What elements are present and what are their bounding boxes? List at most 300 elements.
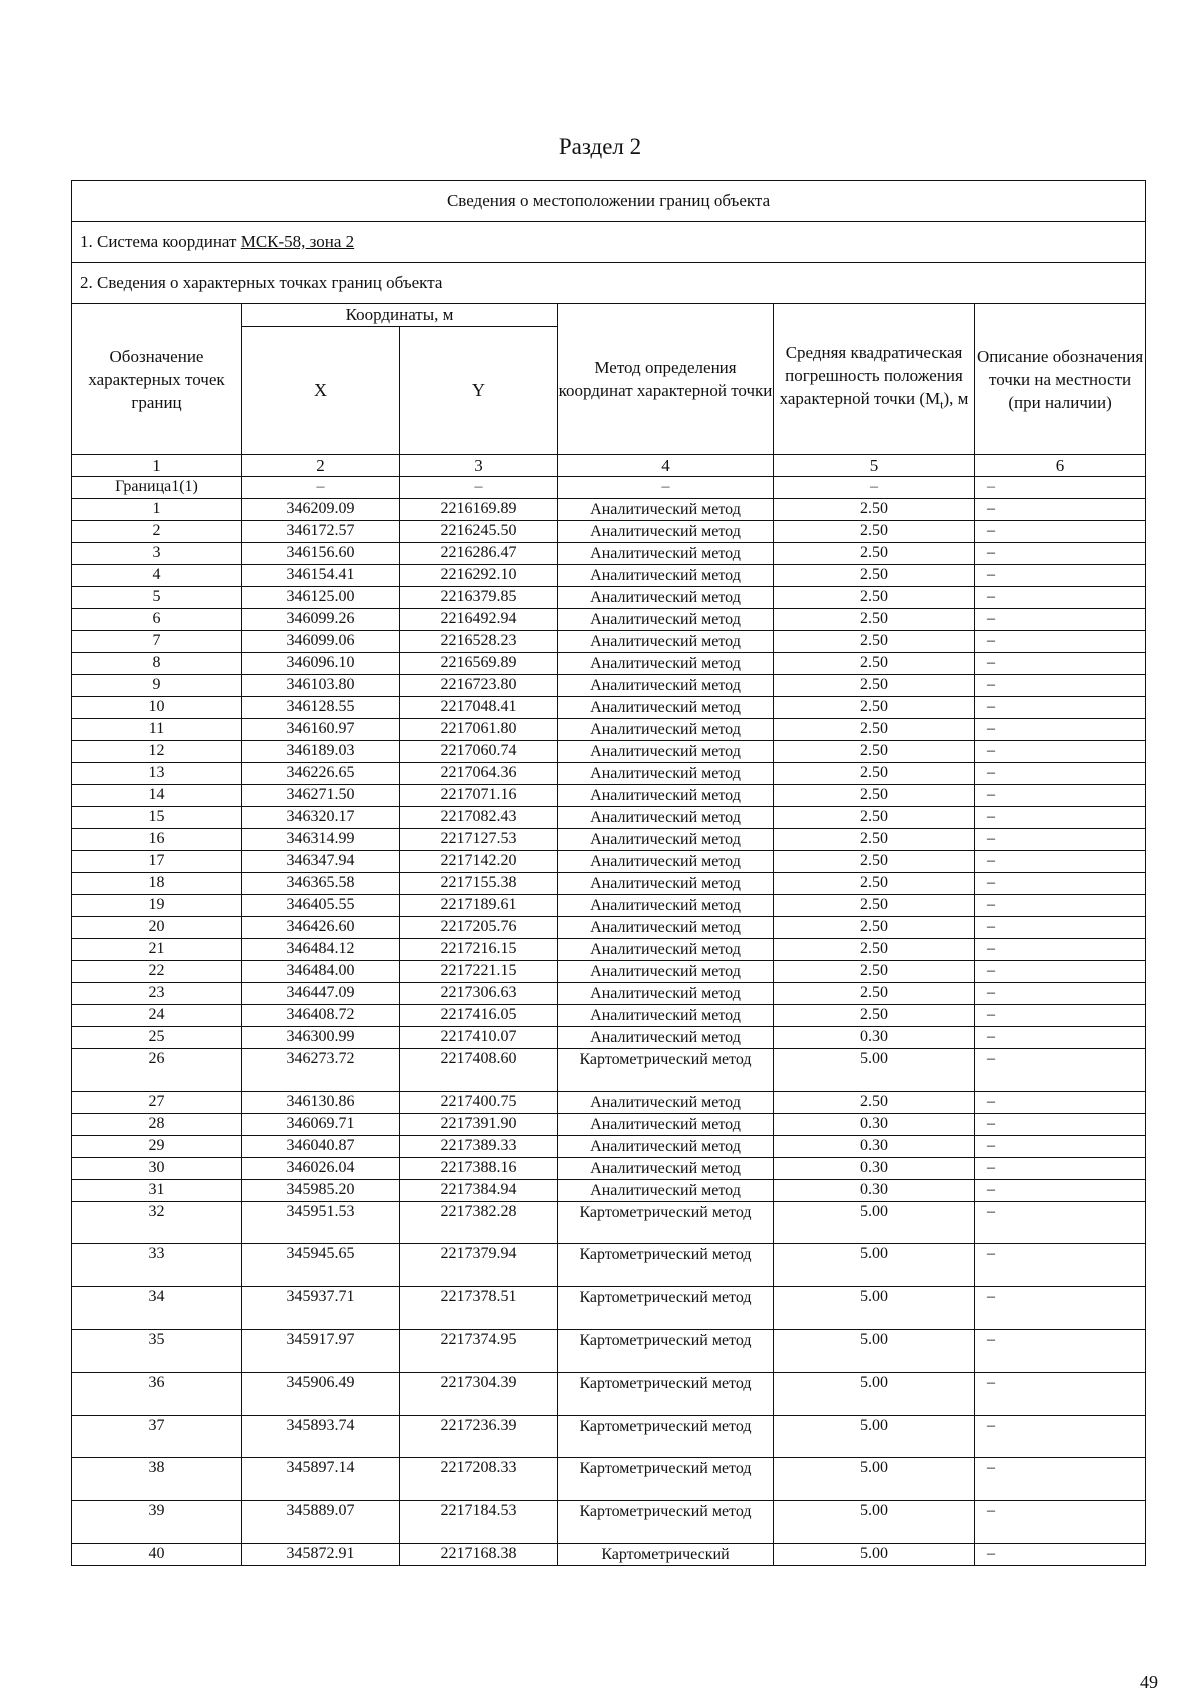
table-row: [72, 850, 1146, 872]
mean-error: 2.50: [774, 696, 975, 718]
method: Аналитический метод: [558, 542, 774, 564]
point-number: 39: [72, 1501, 242, 1544]
description: –: [975, 586, 1146, 608]
col-header-x: X: [242, 327, 400, 455]
table-row: [72, 1501, 1146, 1544]
mean-error: 5.00: [774, 1458, 975, 1501]
point-number: 25: [72, 1026, 242, 1048]
description: –: [975, 1415, 1146, 1458]
description: –: [975, 1135, 1146, 1157]
mean-error: 5.00: [774, 1244, 975, 1287]
coord-y: 2216723.80: [400, 674, 558, 696]
method: Аналитический метод: [558, 982, 774, 1004]
coord-x: 345893.74: [242, 1415, 400, 1458]
table-row: [72, 784, 1146, 806]
col-header-y: Y: [400, 327, 558, 455]
coord-y: 2217400.75: [400, 1091, 558, 1113]
coord-x: 346026.04: [242, 1157, 400, 1179]
table-row: [72, 652, 1146, 674]
coord-x: 346099.06: [242, 630, 400, 652]
coord-y: 2217064.36: [400, 762, 558, 784]
method: Аналитический метод: [558, 1091, 774, 1113]
mean-error: 2.50: [774, 674, 975, 696]
point-number: 33: [72, 1244, 242, 1287]
mean-error: 2.50: [774, 586, 975, 608]
mean-error: 5.00: [774, 1372, 975, 1415]
point-number: 3: [72, 542, 242, 564]
coord-y: 2217127.53: [400, 828, 558, 850]
coord-x: 346426.60: [242, 916, 400, 938]
coord-y: 2217382.28: [400, 1201, 558, 1244]
boundary-error: –: [774, 477, 975, 499]
coord-x: 345906.49: [242, 1372, 400, 1415]
mean-error: 2.50: [774, 872, 975, 894]
coord-x: 345897.14: [242, 1458, 400, 1501]
coord-x: 346154.41: [242, 564, 400, 586]
description: –: [975, 938, 1146, 960]
method: Аналитический метод: [558, 850, 774, 872]
method: Аналитический метод: [558, 1113, 774, 1135]
coord-y: 2217408.60: [400, 1048, 558, 1091]
method: Картометрический метод: [558, 1201, 774, 1244]
coord-x: 346347.94: [242, 850, 400, 872]
description: –: [975, 520, 1146, 542]
description: –: [975, 762, 1146, 784]
coord-x: 346314.99: [242, 828, 400, 850]
table-row: [72, 696, 1146, 718]
mean-error: 5.00: [774, 1048, 975, 1091]
coordinate-system-value: МСК-58, зона 2: [240, 232, 355, 251]
coord-x: 346484.00: [242, 960, 400, 982]
method: Аналитический метод: [558, 520, 774, 542]
point-number: 12: [72, 740, 242, 762]
table-row: [72, 1330, 1146, 1373]
coord-y: 2217168.38: [400, 1544, 558, 1566]
coord-x: 346096.10: [242, 652, 400, 674]
coord-x: 346040.87: [242, 1135, 400, 1157]
point-number: 31: [72, 1179, 242, 1201]
mean-error: 2.50: [774, 982, 975, 1004]
mean-error: 2.50: [774, 1004, 975, 1026]
col-number: 2: [242, 455, 400, 477]
method: Аналитический метод: [558, 498, 774, 520]
point-number: 29: [72, 1135, 242, 1157]
table-row: [72, 1113, 1146, 1135]
coord-y: 2217304.39: [400, 1372, 558, 1415]
method: Картометрический метод: [558, 1048, 774, 1091]
method: Аналитический метод: [558, 1179, 774, 1201]
coord-x: 346405.55: [242, 894, 400, 916]
mean-error: 2.50: [774, 828, 975, 850]
coord-y: 2216569.89: [400, 652, 558, 674]
mean-error: 2.50: [774, 608, 975, 630]
coord-x: 346365.58: [242, 872, 400, 894]
mean-error: 2.50: [774, 630, 975, 652]
coord-x: 346130.86: [242, 1091, 400, 1113]
table-row: [72, 916, 1146, 938]
description: –: [975, 1201, 1146, 1244]
point-number: 10: [72, 696, 242, 718]
mean-error: 0.30: [774, 1113, 975, 1135]
table-row: [72, 630, 1146, 652]
coord-y: 2217208.33: [400, 1458, 558, 1501]
col-header-designation: Обозначение характерных точек границ: [72, 304, 242, 455]
description: –: [975, 608, 1146, 630]
coord-y: 2217378.51: [400, 1287, 558, 1330]
mean-error: 2.50: [774, 542, 975, 564]
method: Аналитический метод: [558, 960, 774, 982]
method: Аналитический метод: [558, 1026, 774, 1048]
coord-x: 346099.26: [242, 608, 400, 630]
description: –: [975, 1244, 1146, 1287]
coord-y: 2216528.23: [400, 630, 558, 652]
coord-x: 346125.00: [242, 586, 400, 608]
table-row: [72, 938, 1146, 960]
method: Аналитический метод: [558, 718, 774, 740]
col-number: 5: [774, 455, 975, 477]
description: –: [975, 564, 1146, 586]
description: –: [975, 982, 1146, 1004]
coord-y: 2217236.39: [400, 1415, 558, 1458]
mean-error: 0.30: [774, 1157, 975, 1179]
table-row: [72, 564, 1146, 586]
table-row: [72, 520, 1146, 542]
method: Картометрический метод: [558, 1330, 774, 1373]
description: –: [975, 872, 1146, 894]
method: Аналитический метод: [558, 784, 774, 806]
description: –: [975, 718, 1146, 740]
coord-y: 2216379.85: [400, 586, 558, 608]
point-number: 38: [72, 1458, 242, 1501]
mean-error: 2.50: [774, 564, 975, 586]
description: –: [975, 674, 1146, 696]
coord-x: 346408.72: [242, 1004, 400, 1026]
method: Аналитический метод: [558, 564, 774, 586]
table-row: [72, 1544, 1146, 1566]
table-row: [72, 718, 1146, 740]
table-row: [72, 542, 1146, 564]
coord-x: 346484.12: [242, 938, 400, 960]
description: –: [975, 1113, 1146, 1135]
point-number: 19: [72, 894, 242, 916]
table-row: [72, 1026, 1146, 1048]
point-number: 6: [72, 608, 242, 630]
coord-x: 346189.03: [242, 740, 400, 762]
method: Аналитический метод: [558, 762, 774, 784]
method: Аналитический метод: [558, 1157, 774, 1179]
method: Аналитический метод: [558, 872, 774, 894]
coord-x: 346160.97: [242, 718, 400, 740]
mean-error: 0.30: [774, 1026, 975, 1048]
table-row: [72, 960, 1146, 982]
method: Картометрический метод: [558, 1244, 774, 1287]
mean-error: 2.50: [774, 894, 975, 916]
table-row: [72, 1244, 1146, 1287]
table-row: [72, 740, 1146, 762]
coord-x: 346273.72: [242, 1048, 400, 1091]
point-number: 4: [72, 564, 242, 586]
description: –: [975, 916, 1146, 938]
point-number: 37: [72, 1415, 242, 1458]
mean-error: 5.00: [774, 1501, 975, 1544]
description: –: [975, 1287, 1146, 1330]
point-number: 17: [72, 850, 242, 872]
mean-error: 2.50: [774, 520, 975, 542]
coordinate-system-label: 1. Система координат: [80, 232, 241, 251]
table-row: [72, 1415, 1146, 1458]
col-header-error-text: Средняя квадратическая погрешность положения характерной точки (M: [779, 343, 963, 409]
table-row: [72, 1004, 1146, 1026]
table-row: [72, 872, 1146, 894]
point-number: 26: [72, 1048, 242, 1091]
coord-y: 2217389.33: [400, 1135, 558, 1157]
coord-x: 346209.09: [242, 498, 400, 520]
coord-y: 2217184.53: [400, 1501, 558, 1544]
col-header-error-sub: t: [940, 397, 944, 412]
table-row: [72, 1287, 1146, 1330]
point-number: 11: [72, 718, 242, 740]
coord-y: 2217142.20: [400, 850, 558, 872]
coord-y: 2217384.94: [400, 1179, 558, 1201]
section-title: Раздел 2: [558, 134, 642, 159]
point-number: 27: [72, 1091, 242, 1113]
point-number: 20: [72, 916, 242, 938]
coord-x: 346300.99: [242, 1026, 400, 1048]
method: Аналитический метод: [558, 806, 774, 828]
coord-y: 2217048.41: [400, 696, 558, 718]
description: –: [975, 696, 1146, 718]
col-number: 3: [400, 455, 558, 477]
point-number: 14: [72, 784, 242, 806]
description: –: [975, 542, 1146, 564]
coord-x: 345951.53: [242, 1201, 400, 1244]
description: –: [975, 1179, 1146, 1201]
boundary-points-table: [71, 180, 1146, 1566]
description: –: [975, 784, 1146, 806]
description: –: [975, 850, 1146, 872]
method: Аналитический метод: [558, 674, 774, 696]
coord-x: 346103.80: [242, 674, 400, 696]
col-header-error: [774, 304, 975, 455]
mean-error: 2.50: [774, 762, 975, 784]
col-header-error-tail: ), м: [943, 389, 969, 409]
mean-error: 2.50: [774, 652, 975, 674]
table-row: [72, 1201, 1146, 1244]
point-number: 1: [72, 498, 242, 520]
table-row: [72, 1372, 1146, 1415]
description: –: [975, 630, 1146, 652]
description: –: [975, 894, 1146, 916]
description: –: [975, 1330, 1146, 1373]
mean-error: 5.00: [774, 1330, 975, 1373]
description: –: [975, 1026, 1146, 1048]
mean-error: 2.50: [774, 938, 975, 960]
coord-y: 2217416.05: [400, 1004, 558, 1026]
mean-error: 2.50: [774, 1091, 975, 1113]
point-number: 5: [72, 586, 242, 608]
table-row: [72, 1458, 1146, 1501]
mean-error: 2.50: [774, 806, 975, 828]
mean-error: 2.50: [774, 498, 975, 520]
coord-y: 2217155.38: [400, 872, 558, 894]
mean-error: 5.00: [774, 1287, 975, 1330]
point-number: 7: [72, 630, 242, 652]
table-title: Сведения о местоположении границ объекта: [72, 181, 1146, 222]
coord-x: 346069.71: [242, 1113, 400, 1135]
point-number: 24: [72, 1004, 242, 1026]
coord-y: 2217205.76: [400, 916, 558, 938]
boundary-x: –: [242, 477, 400, 499]
table-row: [72, 498, 1146, 520]
coord-x: 345937.71: [242, 1287, 400, 1330]
method: Картометрический метод: [558, 1501, 774, 1544]
method: Картометрический метод: [558, 1372, 774, 1415]
table-row: [72, 762, 1146, 784]
coord-x: 345917.97: [242, 1330, 400, 1373]
mean-error: 2.50: [774, 960, 975, 982]
description: –: [975, 960, 1146, 982]
method: Аналитический метод: [558, 652, 774, 674]
description: –: [975, 498, 1146, 520]
coord-y: 2217391.90: [400, 1113, 558, 1135]
boundary-description: –: [975, 477, 1146, 499]
description: –: [975, 828, 1146, 850]
table-row: [72, 894, 1146, 916]
coord-y: 2217221.15: [400, 960, 558, 982]
coord-x: 345985.20: [242, 1179, 400, 1201]
coord-x: 346226.65: [242, 762, 400, 784]
coord-y: 2216245.50: [400, 520, 558, 542]
col-number: 1: [72, 455, 242, 477]
table-row: [72, 1048, 1146, 1091]
description: –: [975, 1544, 1146, 1566]
point-number: 8: [72, 652, 242, 674]
coord-y: 2217306.63: [400, 982, 558, 1004]
method: Аналитический метод: [558, 916, 774, 938]
col-header-coordinates: Координаты, м: [242, 304, 558, 327]
point-number: 35: [72, 1330, 242, 1373]
mean-error: 5.00: [774, 1544, 975, 1566]
coord-x: 346128.55: [242, 696, 400, 718]
description: –: [975, 652, 1146, 674]
description: –: [975, 1458, 1146, 1501]
description: –: [975, 1091, 1146, 1113]
table-row: [72, 1135, 1146, 1157]
coord-x: 345945.65: [242, 1244, 400, 1287]
coord-y: 2217374.95: [400, 1330, 558, 1373]
table-row: [72, 982, 1146, 1004]
mean-error: 2.50: [774, 740, 975, 762]
method: Картометрический: [558, 1544, 774, 1566]
mean-error: 2.50: [774, 784, 975, 806]
col-header-method: Метод определения координат характерной точки: [558, 304, 774, 455]
point-number: 15: [72, 806, 242, 828]
method: Аналитический метод: [558, 1135, 774, 1157]
point-number: 22: [72, 960, 242, 982]
description: –: [975, 1501, 1146, 1544]
point-number: 18: [72, 872, 242, 894]
method: Аналитический метод: [558, 696, 774, 718]
coord-x: 346320.17: [242, 806, 400, 828]
boundary-method: –: [558, 477, 774, 499]
coord-y: 2217379.94: [400, 1244, 558, 1287]
method: Аналитический метод: [558, 608, 774, 630]
coord-y: 2217082.43: [400, 806, 558, 828]
description: –: [975, 806, 1146, 828]
coord-y: 2217071.16: [400, 784, 558, 806]
coord-x: 345872.91: [242, 1544, 400, 1566]
mean-error: 2.50: [774, 850, 975, 872]
coord-x: 346271.50: [242, 784, 400, 806]
coord-y: 2216286.47: [400, 542, 558, 564]
point-number: 30: [72, 1157, 242, 1179]
point-number: 40: [72, 1544, 242, 1566]
point-number: 34: [72, 1287, 242, 1330]
point-number: 21: [72, 938, 242, 960]
col-number: 4: [558, 455, 774, 477]
coord-y: 2217388.16: [400, 1157, 558, 1179]
points-section-title: 2. Сведения о характерных точках границ объекта: [72, 263, 1146, 304]
description: –: [975, 740, 1146, 762]
method: Аналитический метод: [558, 586, 774, 608]
point-number: 2: [72, 520, 242, 542]
coord-y: 2217060.74: [400, 740, 558, 762]
boundary-name: Граница1(1): [72, 477, 242, 499]
table-row: [72, 828, 1146, 850]
coord-y: 2217216.15: [400, 938, 558, 960]
description: –: [975, 1157, 1146, 1179]
point-number: 36: [72, 1372, 242, 1415]
point-number: 23: [72, 982, 242, 1004]
coordinate-system: [72, 222, 1146, 263]
method: Аналитический метод: [558, 828, 774, 850]
point-number: 16: [72, 828, 242, 850]
point-number: 32: [72, 1201, 242, 1244]
table-row: [72, 608, 1146, 630]
table-row: [72, 1179, 1146, 1201]
col-header-description: Описание обозначения точки на местности (при наличии): [975, 304, 1146, 455]
coord-x: 346172.57: [242, 520, 400, 542]
coord-y: 2216169.89: [400, 498, 558, 520]
coord-y: 2217410.07: [400, 1026, 558, 1048]
mean-error: 0.30: [774, 1135, 975, 1157]
coord-y: 2216292.10: [400, 564, 558, 586]
table-row: [72, 674, 1146, 696]
method: Аналитический метод: [558, 740, 774, 762]
coord-y: 2216492.94: [400, 608, 558, 630]
point-number: 28: [72, 1113, 242, 1135]
description: –: [975, 1004, 1146, 1026]
coord-x: 345889.07: [242, 1501, 400, 1544]
mean-error: 5.00: [774, 1201, 975, 1244]
description: –: [975, 1372, 1146, 1415]
table-row: [72, 1157, 1146, 1179]
coord-x: 346156.60: [242, 542, 400, 564]
boundary-row: [72, 477, 1146, 499]
table-row: [72, 1091, 1146, 1113]
description: –: [975, 1048, 1146, 1091]
coord-y: 2217061.80: [400, 718, 558, 740]
method: Картометрический метод: [558, 1458, 774, 1501]
mean-error: 5.00: [774, 1415, 975, 1458]
method: Аналитический метод: [558, 1004, 774, 1026]
mean-error: 2.50: [774, 718, 975, 740]
mean-error: 0.30: [774, 1179, 975, 1201]
table-row: [72, 806, 1146, 828]
point-number: 9: [72, 674, 242, 696]
method: Аналитический метод: [558, 938, 774, 960]
method: Картометрический метод: [558, 1287, 774, 1330]
